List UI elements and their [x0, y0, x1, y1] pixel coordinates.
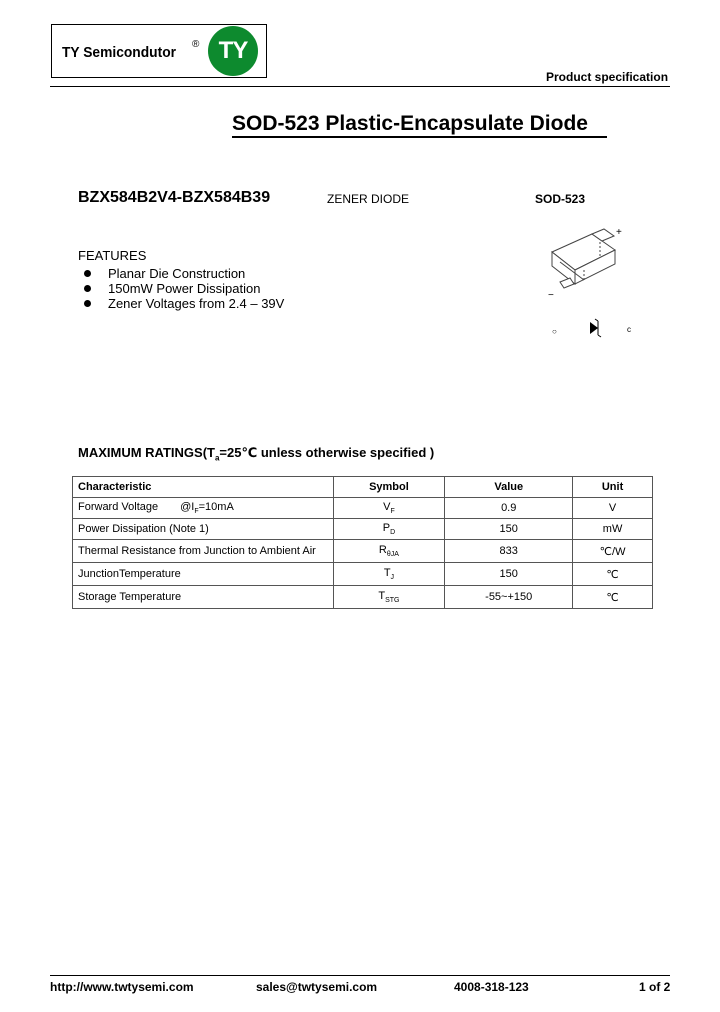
title-underline [232, 136, 607, 138]
spec-label: Product specification [546, 70, 669, 84]
plus-label: + [616, 227, 622, 238]
row-characteristic: Power Dissipation (Note 1) [73, 519, 334, 540]
row-symbol: $T_J$ [333, 563, 445, 586]
registered-mark: ® [192, 39, 200, 50]
row-symbol: $V_F$ [333, 498, 445, 519]
bullet-icon [84, 300, 91, 307]
row-characteristic: Storage Temperature [73, 586, 334, 609]
page-number: 1 of 2 [639, 980, 671, 994]
package-diagram [540, 222, 650, 342]
table-row [73, 519, 653, 540]
brand-logo-icon: TY [208, 26, 258, 76]
bullet-icon [84, 270, 91, 277]
brand-name: TY Semicondutor [62, 44, 176, 61]
row-value: 150 [445, 563, 573, 586]
table-row [73, 586, 653, 609]
features-heading: FEATURES [78, 248, 147, 263]
part-type: ZENER DIODE [327, 192, 410, 206]
table-row [73, 498, 653, 519]
col-value: Value [445, 477, 573, 498]
ratings-title: MAXIMUM $RATINGS(T_a=25℃$ unless otherwise specified ) [78, 445, 435, 463]
page-title: SOD-523 Plastic-Encapsulate Diode [232, 112, 588, 135]
ratings-table [72, 476, 653, 609]
row-symbol: $T_{STG}$ [333, 586, 445, 609]
row-value: 150 [445, 519, 573, 540]
row-symbol: $P_D$ [333, 519, 445, 540]
footer-url-link[interactable]: http://www.twtysemi.com [50, 980, 194, 994]
row-unit: ℃ [573, 563, 653, 586]
zener-symbol-icon [590, 319, 601, 337]
table-row [73, 563, 653, 586]
bullet-icon [84, 285, 91, 292]
row-characteristic: Forward Voltage $@I_F=10mA$ [73, 498, 334, 519]
cathode-pin-label: c [627, 325, 631, 334]
list-item: Planar Die Construction [84, 266, 245, 281]
row-value: -55~+150 [445, 586, 573, 609]
row-characteristic: JunctionTemperature [73, 563, 334, 586]
col-unit: Unit [573, 477, 653, 498]
row-symbol: $R_{\theta JA}$ [333, 540, 445, 563]
package-label: SOD-523 [535, 192, 586, 206]
row-characteristic: Thermal Resistance from Junction to Ambient Air [73, 540, 334, 563]
minus-label: − [548, 290, 554, 301]
footer-phone: 4008-318-123 [454, 980, 529, 994]
row-value: 833 [445, 540, 573, 563]
row-unit: ℃/W [573, 540, 653, 563]
package-body-icon [552, 229, 615, 288]
header-divider [50, 86, 670, 87]
anode-pin-label: ○ [552, 327, 557, 336]
col-characteristic: Characteristic [73, 477, 334, 498]
table-row [73, 540, 653, 563]
footer-email-link[interactable]: sales@twtysemi.com [256, 980, 378, 994]
part-number: BZX584B2V4-BZX584B39 [78, 189, 271, 206]
row-unit: ℃ [573, 586, 653, 609]
row-unit: V [573, 498, 653, 519]
row-unit: mW [573, 519, 653, 540]
list-item: Zener Voltages from 2.4 – 39V [84, 296, 284, 311]
table-header-row [73, 477, 653, 498]
footer-divider [50, 975, 670, 976]
row-value: 0.9 [445, 498, 573, 519]
col-symbol: Symbol [333, 477, 445, 498]
list-item: 150mW Power Dissipation [84, 281, 260, 296]
